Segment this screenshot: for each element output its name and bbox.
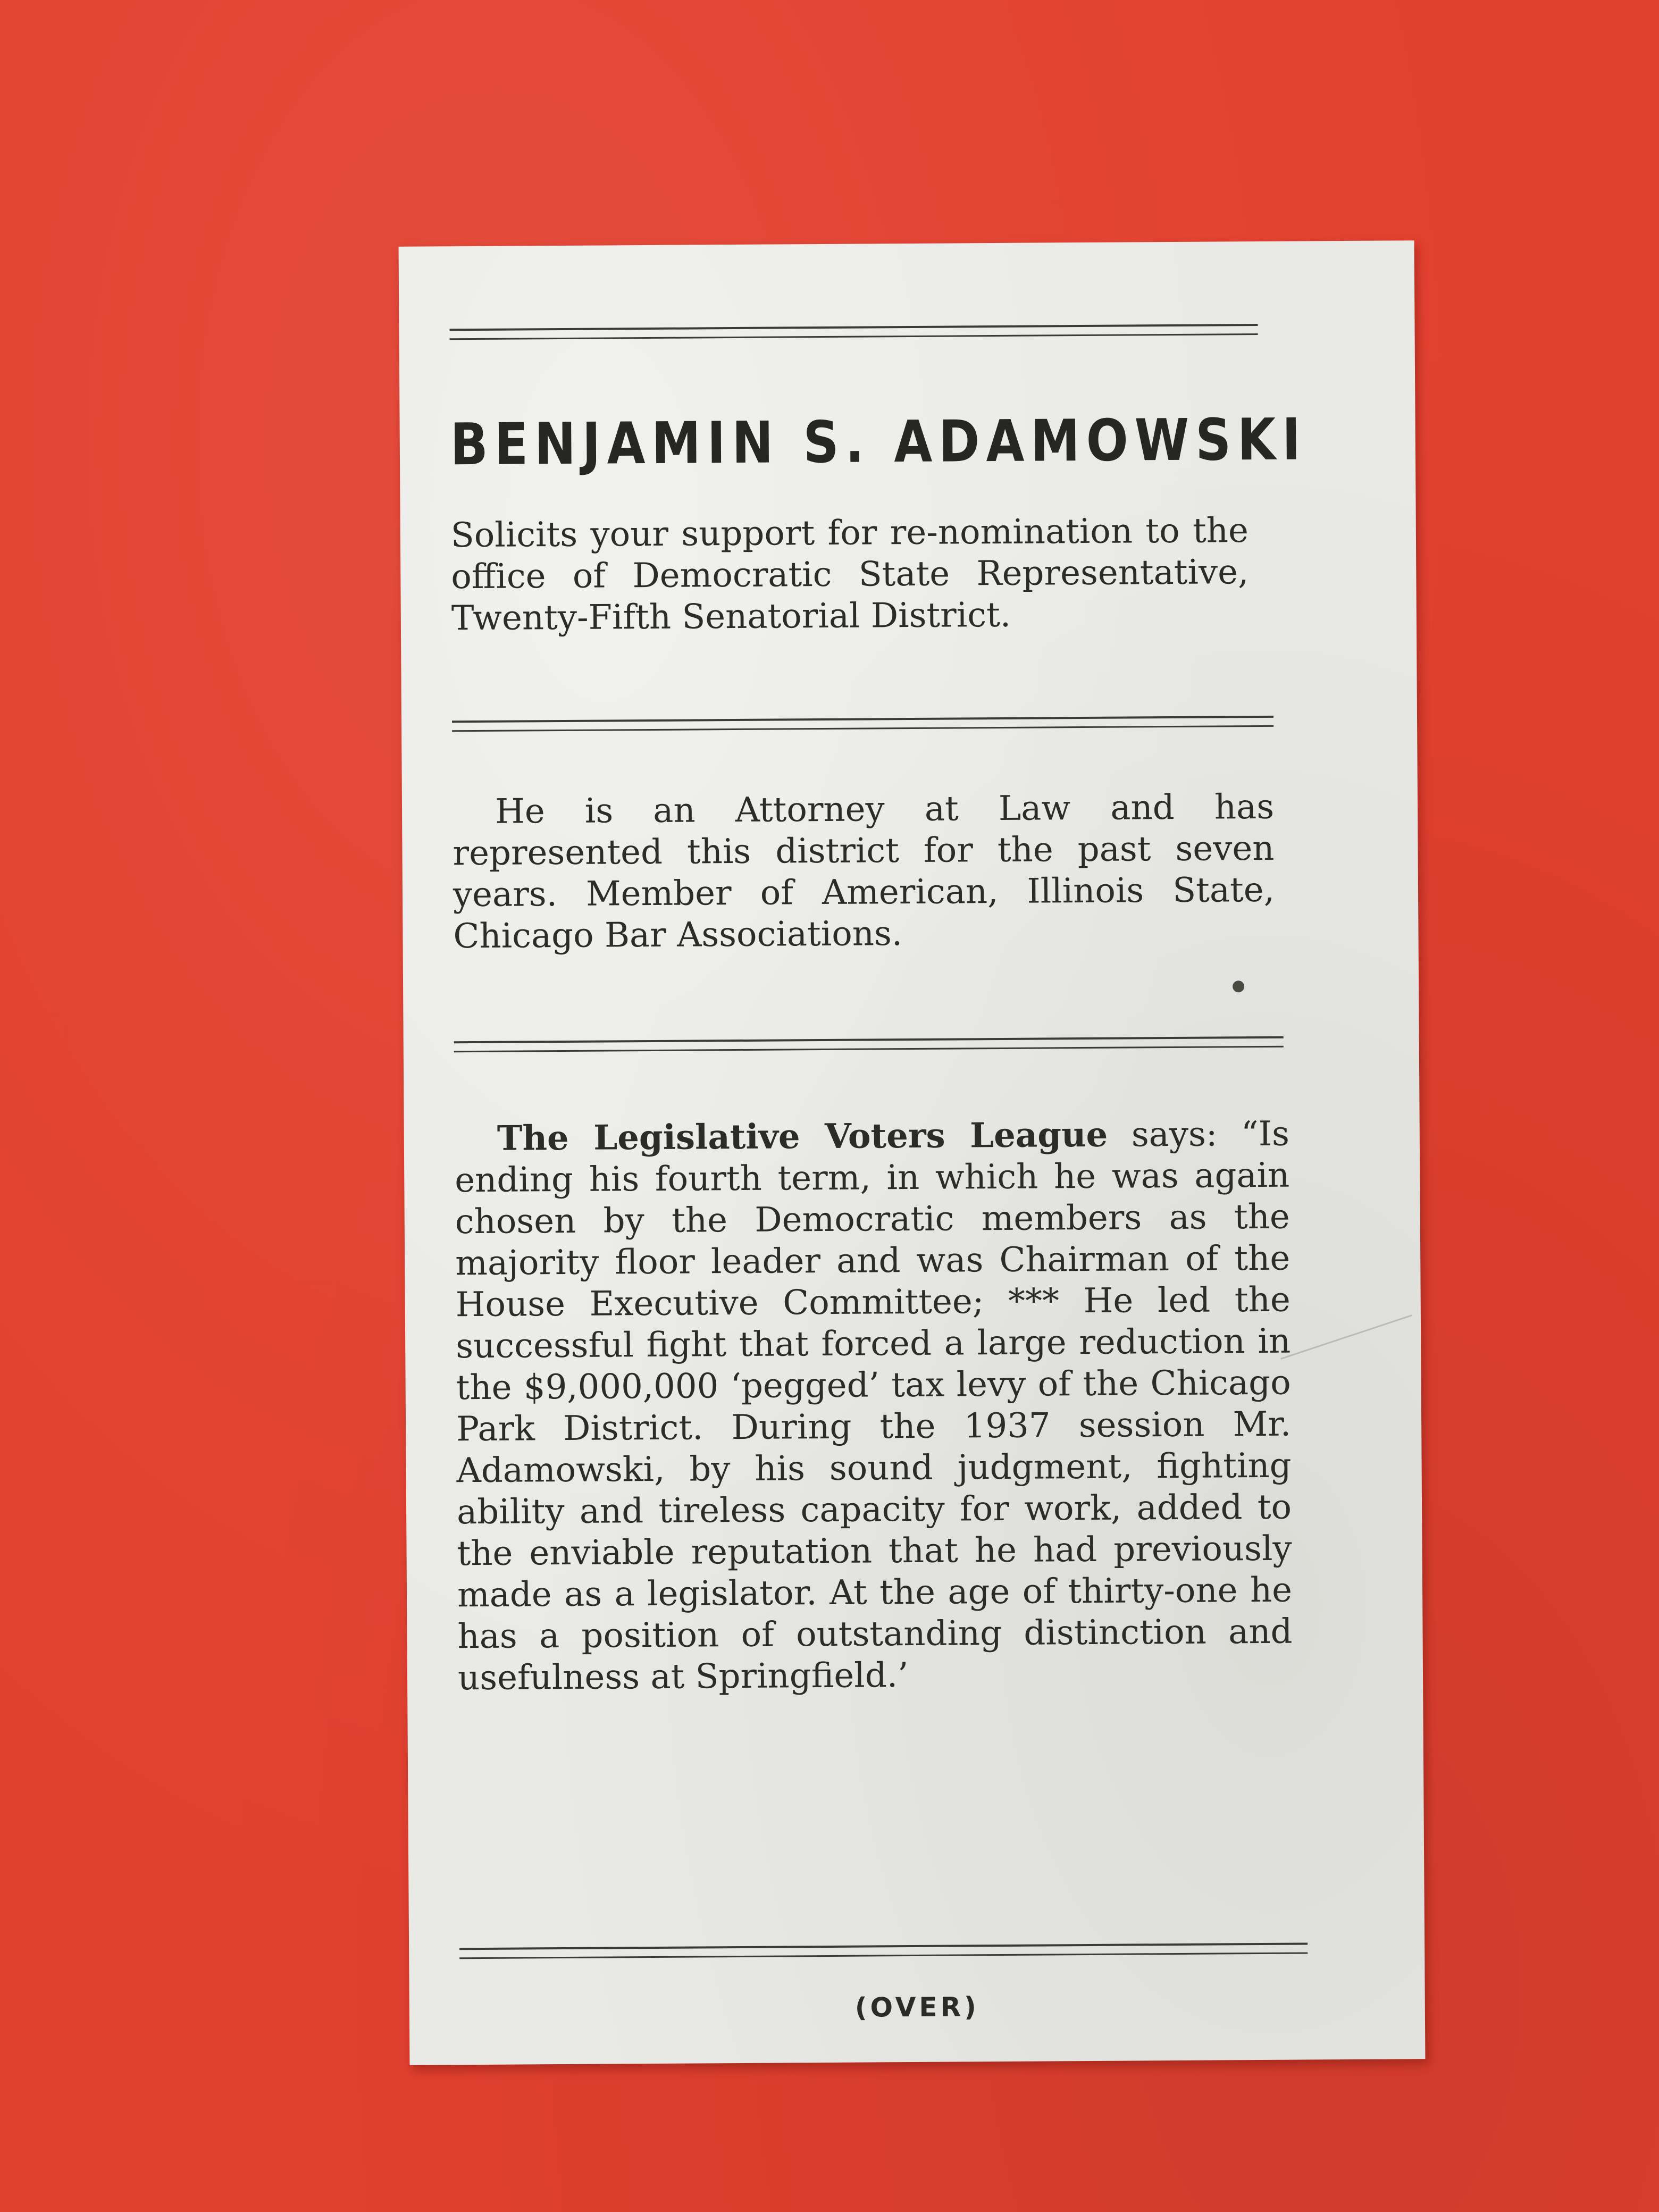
quote-body: says: “Is ending his fourth term, in which he was again chosen by the Democratic members as the majority floor leader and was Chairman of the House Executive Committee; *** He led the successful fight that forced a large reduction in the $9,000,000 ‘pegged’ tax levy of the Chicago Park District. During the 1937 session Mr. Adamowski, by his sound judgment, fighting ability and tireless capacity for work, added to the enviable reputation that he had previously made as a legislator. At the age of thirty-one he has a position of outstanding distinction and usefulness at Springfield.’ (455, 1114, 1293, 1698)
divider-top (450, 324, 1258, 340)
paper-speck (1233, 981, 1244, 992)
over-label: (OVER) (854, 1991, 980, 2023)
paper-crease (1280, 1314, 1412, 1360)
quote-lead: The Legislative Voters League (497, 1115, 1108, 1159)
divider-2 (452, 716, 1273, 732)
divider-3 (454, 1036, 1284, 1053)
campaign-card (399, 240, 1426, 2065)
divider-bottom (459, 1942, 1308, 1959)
quote-paragraph (455, 1113, 1293, 1699)
candidate-name: BENJAMIN S. ADAMOWSKI (450, 406, 1308, 479)
intro-paragraph: Solicits your support for re-nomination to the office of Democratic State Representative, Twenty-Fifth Senatorial District. (450, 511, 1249, 639)
bio-paragraph: He is an Attorney at Law and has represented this district for the past seven years. Member of American, Illinois State, Chicago Bar Associations. (453, 787, 1275, 957)
